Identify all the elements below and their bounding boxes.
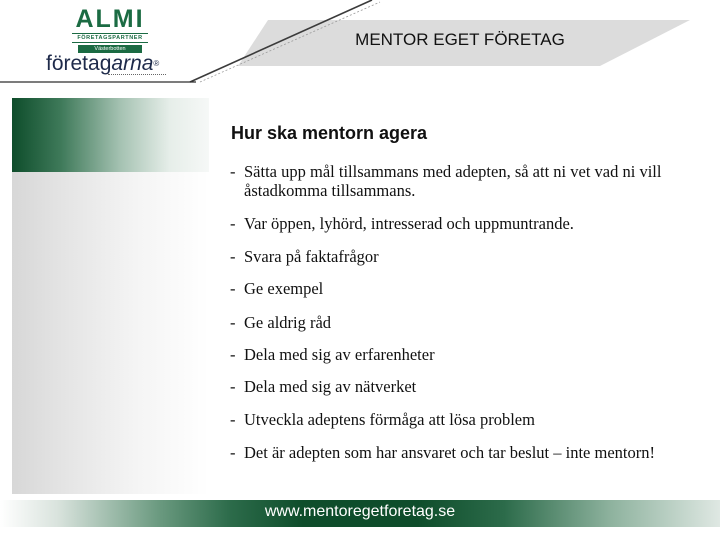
bullet-item: - Utveckla adeptens förmåga att lösa problem — [230, 410, 700, 429]
foretagarna-logo-main: företag — [46, 52, 112, 75]
bullet-item: - Ge exempel — [230, 279, 700, 298]
bullet-text: Sätta upp mål tillsammans med adepten, så att ni vet vad ni vill åstadkomma tillsammans. — [244, 162, 662, 200]
slide-title: Hur ska mentorn agera — [231, 123, 428, 143]
bullet-item: - Det är adepten som har ansvaret och tar beslut – inte mentorn! — [230, 443, 700, 462]
bullet-item: - Sätta upp mål tillsammans med adepten, så att ni vet vad ni vill åstadkomma tillsammans. — [230, 162, 700, 200]
bullet-text: Ge aldrig råd — [244, 313, 332, 332]
bullet-item: - Ge aldrig råd — [230, 313, 700, 332]
bullet-text: Svara på faktafrågor — [244, 247, 379, 266]
bullet-text: Utveckla adeptens förmåga att lösa problem — [244, 410, 535, 429]
footer-website-link[interactable]: www.mentoregetforetag.se — [264, 503, 456, 520]
bullet-text: Ge exempel — [244, 279, 324, 298]
bullet-text: Dela med sig av nätverket — [244, 377, 417, 396]
bullet-item: - Svara på faktafrågor — [230, 247, 700, 266]
bullet-text: Var öppen, lyhörd, intresserad och uppmuntrande. — [244, 214, 574, 233]
almi-logo-word: ALMI — [75, 5, 145, 33]
bullet-item: - Dela med sig av erfarenheter — [230, 345, 700, 364]
foretagarna-logo-tail: arna — [111, 52, 154, 75]
bullet-text: Det är adepten som har ansvaret och tar beslut – inte mentorn! — [244, 443, 655, 462]
almi-logo-subtitle: FÖRETAGSPARTNER — [72, 33, 148, 43]
bullet-item: - Dela med sig av nätverket — [230, 377, 700, 396]
registered-mark-icon: ® — [153, 59, 160, 68]
almi-logo — [66, 6, 154, 53]
foretagarna-logo — [46, 52, 186, 76]
bullet-text: Dela med sig av erfarenheter — [244, 345, 435, 364]
header-title: MENTOR EGET FÖRETAG — [355, 30, 565, 49]
bullet-item: - Var öppen, lyhörd, intresserad och uppmuntrande. — [230, 214, 700, 233]
decorative-grey-block — [12, 172, 209, 494]
decorative-green-block — [12, 98, 209, 172]
almi-logo-region: Västerbotten — [78, 45, 142, 53]
